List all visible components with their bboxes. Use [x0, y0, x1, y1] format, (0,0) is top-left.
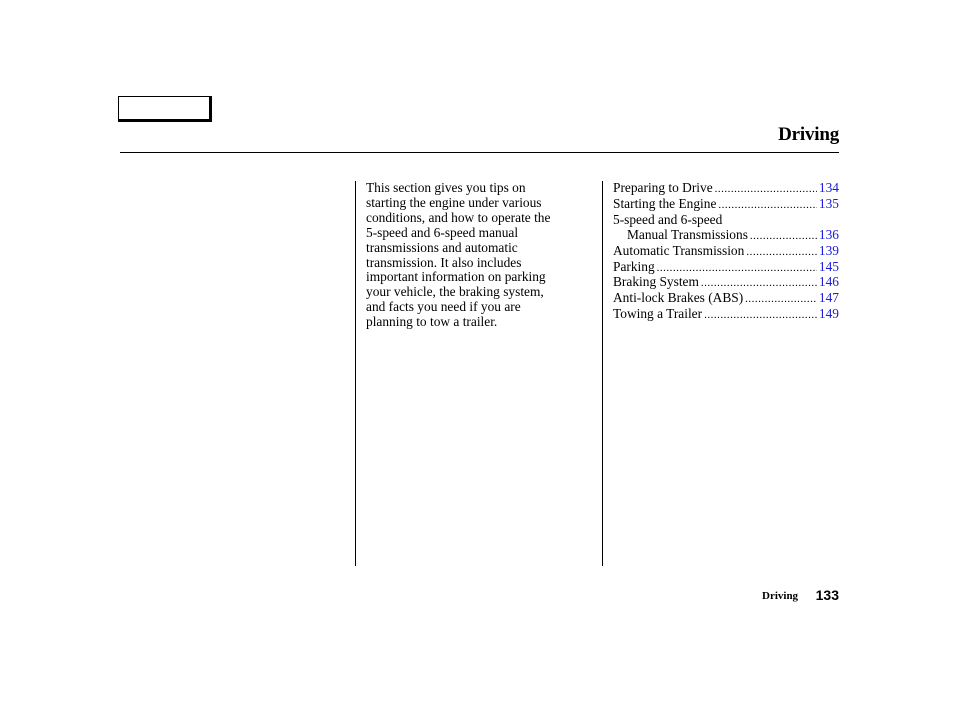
intro-line: and facts you need if you are — [366, 299, 521, 315]
intro-line: starting the engine under various — [366, 194, 542, 210]
toc-item-label: Preparing to Drive — [613, 181, 713, 195]
leader-dots — [657, 261, 817, 276]
section-title: Driving — [778, 124, 839, 145]
toc-page-link[interactable]: 147 — [818, 291, 839, 306]
intro-paragraph — [366, 181, 588, 330]
leader-dots — [704, 308, 817, 323]
column-divider-left — [355, 181, 356, 566]
title-rule — [120, 152, 839, 153]
leader-dots — [718, 198, 817, 213]
toc-item-parking[interactable] — [613, 260, 839, 276]
toc-item-braking-system[interactable] — [613, 275, 839, 291]
toc-item-label: Automatic Transmission — [613, 243, 745, 258]
leader-dots — [750, 229, 817, 244]
toc-item-manual-transmissions[interactable] — [613, 228, 839, 244]
toc-page-link[interactable]: 136 — [818, 227, 839, 242]
toc-item-starting-the-engine[interactable] — [613, 197, 839, 213]
footer-section-label: Driving — [762, 590, 799, 602]
toc-item-label: Towing a Trailer — [613, 307, 703, 322]
leader-dots — [746, 245, 817, 260]
main-menu-box[interactable] — [118, 96, 210, 120]
intro-line: planning to tow a trailer. — [366, 314, 498, 330]
intro-line: transmission. It also includes — [366, 254, 522, 270]
intro-line: This section gives you tips on — [366, 180, 526, 195]
toc-item-label: Starting the Engine — [613, 196, 717, 211]
toc-item-label: Parking — [613, 259, 655, 274]
toc-item-label: 5-speed and 6-speed — [613, 211, 723, 227]
toc-item-anti-lock-brakes[interactable] — [613, 291, 839, 307]
leader-dots — [715, 182, 817, 197]
toc-item-towing-a-trailer[interactable] — [613, 307, 839, 323]
intro-line: transmissions and automatic — [366, 239, 518, 255]
toc-item-label: Braking System — [613, 275, 699, 290]
intro-line: important information on parking — [366, 269, 546, 285]
toc-page-link[interactable]: 134 — [818, 181, 839, 195]
toc-item-automatic-transmission[interactable] — [613, 244, 839, 260]
column-divider-right — [602, 181, 603, 566]
toc-page-link[interactable]: 146 — [818, 275, 839, 290]
toc-page-link[interactable]: 145 — [818, 259, 839, 274]
table-of-contents — [613, 181, 839, 323]
intro-line: your vehicle, the braking system, — [366, 284, 544, 300]
toc-page-link[interactable]: 149 — [818, 307, 839, 322]
toc-item-label: Anti-lock Brakes (ABS) — [613, 291, 744, 306]
toc-item-preparing-to-drive[interactable] — [613, 181, 839, 197]
toc-item-label: Manual Transmissions — [627, 227, 748, 242]
intro-line: 5-speed and 6-speed manual — [366, 224, 519, 240]
toc-page-link[interactable]: 135 — [818, 196, 839, 211]
leader-dots — [701, 276, 817, 291]
leader-dots — [745, 292, 817, 307]
toc-page-link[interactable]: 139 — [818, 243, 839, 258]
page-number: 133 — [815, 587, 839, 603]
intro-line: conditions, and how to operate the — [366, 209, 551, 225]
